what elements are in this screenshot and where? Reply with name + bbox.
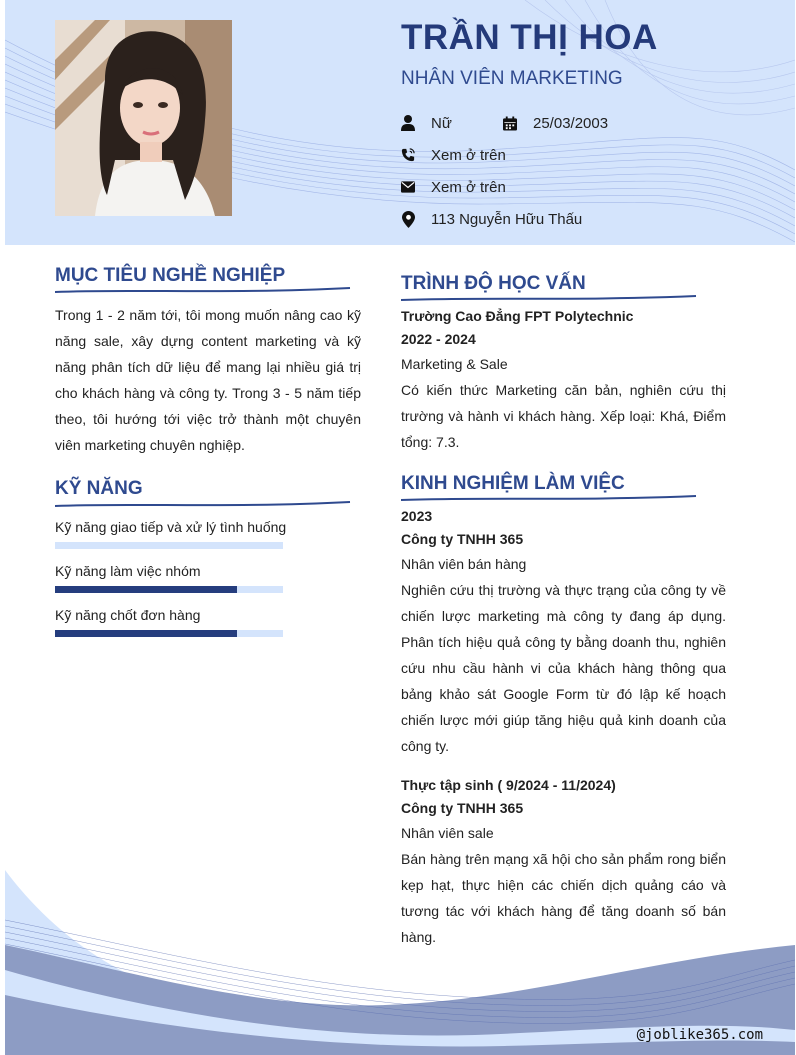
email-row	[401, 176, 506, 198]
skill-bar	[55, 586, 283, 593]
calendar-icon	[503, 115, 517, 131]
phone-row	[401, 144, 506, 166]
skill-bar	[55, 630, 283, 637]
gender-value: Nữ	[431, 114, 452, 132]
address-row	[401, 208, 582, 230]
skill-label: Kỹ năng chốt đơn hàng	[55, 607, 201, 623]
phone-icon	[401, 147, 415, 163]
envelope-icon	[401, 179, 415, 195]
education-period: 2022 - 2024	[401, 331, 476, 347]
person-icon	[401, 115, 415, 131]
objective-underline	[55, 286, 355, 296]
skills-title: KỸ NĂNG	[55, 478, 143, 499]
education-description: Có kiến thức Marketing căn bản, nghiên cứu thị trường và hành vi khách hàng. Xếp loại: Khá, Điểm tổng: 7.3.	[401, 382, 726, 450]
job-company: Công ty TNHH 365	[401, 531, 524, 547]
footer-wave-decoration	[5, 860, 795, 1055]
skill-bar-fill	[55, 586, 237, 593]
map-pin-icon	[401, 211, 415, 227]
objective-text: Trong 1 - 2 năm tới, tôi mong muốn nâng cao kỹ năng sale, xây dựng content marketing và kỹ năng phân tích dữ liệu để mang lại nhiều giá trị cho khách hàng và công ty. Trong 3 - 5 năm tiếp theo, tôi hướng tới việc trở thành một chuyên viên marketing chuyên nghiệp.	[55, 307, 361, 453]
experience-title: KINH NGHIỆM LÀM VIỆC	[401, 473, 625, 494]
gender-row	[401, 112, 452, 134]
profile-photo	[55, 20, 232, 216]
objective-title: MỤC TIÊU NGHỀ NGHIỆP	[55, 265, 286, 286]
education-school: Trường Cao Đẳng FPT Polytechnic	[401, 308, 634, 324]
candidate-name: TRẦN THỊ HOA	[401, 18, 658, 57]
job-position: Nhân viên bán hàng	[401, 556, 527, 572]
phone-value: Xem ở trên	[431, 146, 506, 164]
birthdate-row	[503, 112, 608, 134]
job-description: Nghiên cứu thị trường và thực trạng của công ty về chiến lược marketing mà công ty đang áp dụng. Phân tích hiệu quả công ty bằng doanh thu, nghiên cứu nhu cầu hành vi của khách hàng thông qua bảng khảo sát Google Form từ đó lập kế hoạch chiến lược mới giúp tăng hiệu quả kinh doanh của công ty.	[401, 582, 726, 754]
email-value: Xem ở trên	[431, 178, 506, 196]
birthdate-value: 25/03/2003	[533, 114, 609, 132]
job-company: Công ty TNHH 365	[401, 800, 524, 816]
skill-label: Kỹ năng làm việc nhóm	[55, 563, 201, 579]
footer-handle: @joblike365.com	[636, 1027, 763, 1043]
header-banner	[5, 0, 795, 245]
resume-page	[5, 0, 795, 1055]
education-title: TRÌNH ĐỘ HỌC VẤN	[401, 273, 586, 294]
skill-label: Kỹ năng giao tiếp và xử lý tình huống	[55, 519, 287, 535]
candidate-role: NHÂN VIÊN MARKETING	[401, 68, 623, 89]
education-underline	[401, 293, 701, 303]
skill-bar-fill	[55, 630, 237, 637]
skill-bar	[55, 542, 283, 549]
job-position: Nhân viên sale	[401, 825, 494, 841]
job-description: Bán hàng trên mạng xã hội cho sản phẩm rong biển kẹp hạt, thực hiện các chiến dịch quảng cáo và tương tác với khách hàng để tăng doanh số bán hàng.	[401, 851, 726, 945]
education-major: Marketing & Sale	[401, 356, 508, 372]
skills-underline	[55, 500, 355, 510]
job-period: Thực tập sinh ( 9/2024 - 11/2024)	[401, 777, 616, 793]
job-period: 2023	[401, 508, 433, 524]
experience-underline	[401, 493, 701, 503]
address-value: 113 Nguyễn Hữu Thấu	[431, 210, 583, 228]
